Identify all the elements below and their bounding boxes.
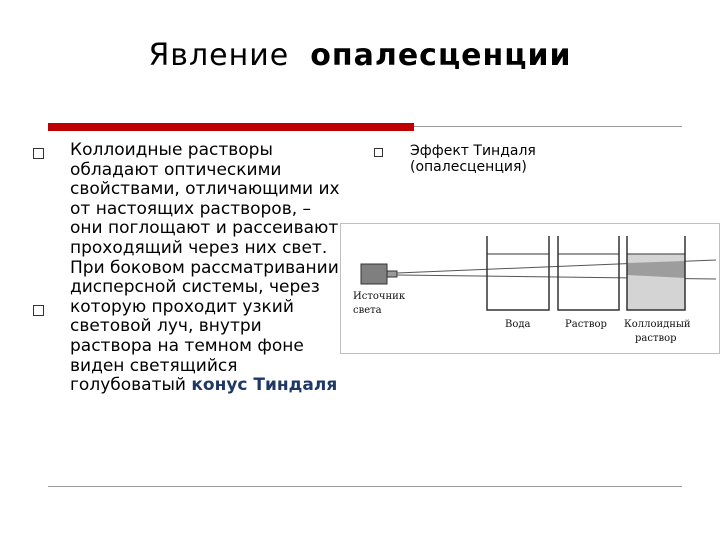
bullet-icon <box>33 148 44 159</box>
bullet-icon <box>33 305 44 316</box>
tyndall-diagram <box>340 223 720 354</box>
accent-bar <box>48 123 414 131</box>
title-regular: Явление <box>148 38 290 73</box>
light-source-nozzle <box>387 271 397 277</box>
left-column-text <box>70 141 340 396</box>
opalescence-subheading: (опалесценция) <box>410 159 527 175</box>
title-bold: опалесценции <box>310 38 572 73</box>
beaker-2-label: Раствор <box>565 319 607 330</box>
bullet-icon <box>374 148 383 157</box>
tyndall-effect-heading: Эффект Тиндаля <box>410 143 536 159</box>
tyndall-cone-term: конус Тиндаля <box>191 375 338 396</box>
paragraph-1: Коллоидные растворы обладают оптическими свойствами, отличающими их от настоящих растворов, – они поглощают и рассеивают проходящий через них свет. <box>70 140 340 258</box>
beaker-3-label-1: Коллоидный <box>624 319 691 330</box>
source-label-1: Источник <box>353 291 406 302</box>
right-column-text <box>410 143 690 175</box>
beaker-3-label-2: раствор <box>635 333 677 344</box>
source-label-2: света <box>353 305 382 316</box>
beaker-solution <box>558 236 619 310</box>
tyndall-diagram-svg <box>341 224 719 353</box>
beaker-1-label: Вода <box>505 319 531 330</box>
bottom-rule <box>48 486 682 487</box>
beaker-water <box>487 236 549 310</box>
slide-title <box>0 38 720 73</box>
light-source-icon <box>361 264 387 284</box>
beaker-colloid <box>627 236 685 310</box>
paragraph-2 <box>70 259 340 396</box>
paragraph-2-text: При боковом рассматривании дисперсной системы, через которую проходит узкий световой луч, внутри раствора на темном фоне виден светящийся голубоватый <box>70 257 339 396</box>
